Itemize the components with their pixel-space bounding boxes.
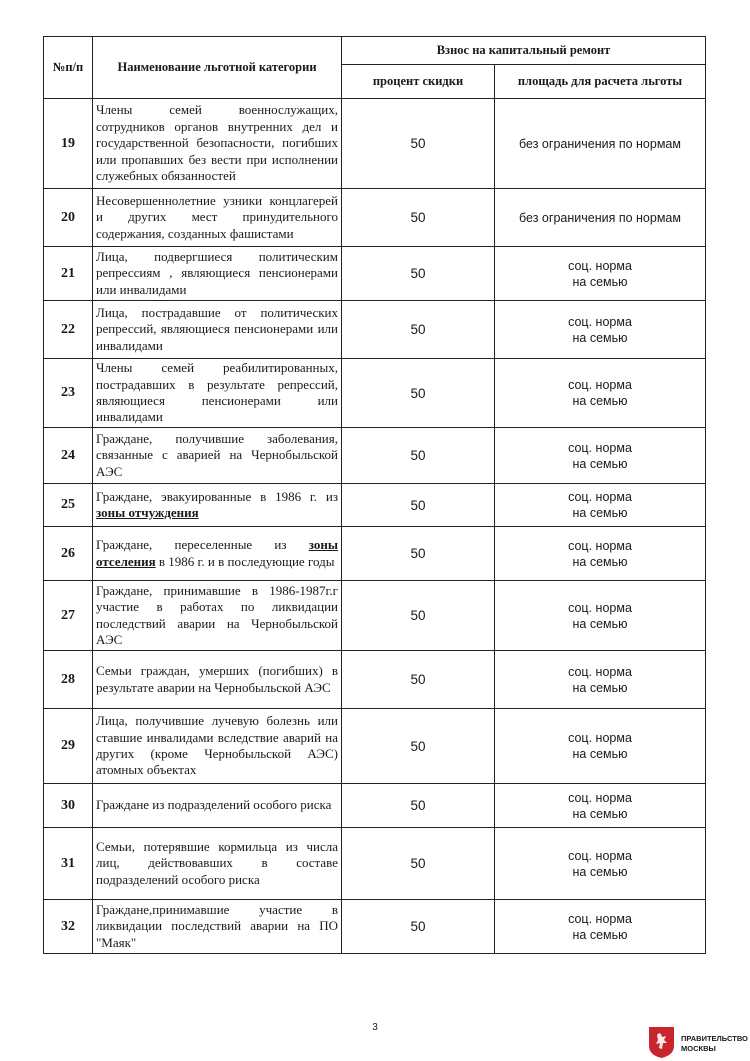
area-line-2: на семью <box>572 456 628 471</box>
area-line-1: соц. норма <box>568 790 632 805</box>
table-row <box>44 484 706 527</box>
area-line-2: на семью <box>572 864 628 879</box>
row-number: 20 <box>44 189 93 247</box>
area-line-1: соц. норма <box>568 600 632 615</box>
category-cell <box>93 900 342 954</box>
discount-cell: 50 <box>342 359 495 428</box>
table-row <box>44 709 706 784</box>
area-line-2: на семью <box>572 394 628 408</box>
zone-link[interactable]: зоны отчуждения <box>96 505 199 520</box>
area-line-1: соц. норма <box>568 848 632 863</box>
category-text: Члены семей военнослужащих, сотрудников органов внутренних дел и государственной безопасности, погибших или пропавших без вести при исполнении служебных обязанностей <box>96 102 338 184</box>
category-cell <box>93 428 342 484</box>
table-row <box>44 651 706 709</box>
category-cell <box>93 828 342 900</box>
header-contribution: Взнос на капитальный ремонт <box>342 37 706 65</box>
area-line-2: на семью <box>572 274 628 289</box>
category-text: Граждане, принимавшие в 1986-1987г.г участие в работах по ликвидации последствий аварии на Чернобыльской АЭС <box>96 582 338 647</box>
category-cell <box>93 709 342 784</box>
discount-cell: 50 <box>342 428 495 484</box>
table-row <box>44 581 706 651</box>
category-text: Граждане, эвакуированные в 1986 г. из <box>96 488 338 504</box>
area-cell <box>495 900 706 954</box>
category-text: Лица, пострадавшие от политических репрессий, являющиеся пенсионерами или инвалидами <box>96 304 338 353</box>
category-text: Граждане из подразделений особого риска <box>96 797 332 813</box>
table-row <box>44 189 706 247</box>
category-text: Граждане, получившие заболевания, связанные с аварией на Чернобыльской АЭС <box>96 430 338 479</box>
discount-cell: 50 <box>342 99 495 189</box>
government-logo <box>648 1026 748 1060</box>
category-cell <box>93 784 342 828</box>
category-cell <box>93 527 342 581</box>
category-text: Семьи, потерявшие кормильца из числа лиц, действовавших в составе подразделений особого риска <box>96 838 338 887</box>
category-cell <box>93 484 342 527</box>
category-cell <box>93 651 342 709</box>
category-cell <box>93 359 342 428</box>
row-number: 21 <box>44 247 93 301</box>
area-cell <box>495 359 706 428</box>
area-cell <box>495 484 706 527</box>
area-cell <box>495 189 706 247</box>
category-text-end: в 1986 г. и в последующие годы <box>155 553 335 569</box>
table-row <box>44 900 706 954</box>
benefits-table <box>43 36 706 954</box>
area-cell <box>495 301 706 359</box>
area-cell <box>495 709 706 784</box>
table-row <box>44 428 706 484</box>
category-text: Семьи граждан, умерших (погибших) в результате аварии на Чернобыльской АЭС <box>96 663 338 695</box>
page-number: 3 <box>372 1022 378 1033</box>
area-cell <box>495 247 706 301</box>
category-text: Граждане, переселенные из <box>96 537 309 553</box>
area-line-1: соц. норма <box>568 490 632 504</box>
row-number: 29 <box>44 709 93 784</box>
discount-cell: 50 <box>342 484 495 527</box>
table-row <box>44 247 706 301</box>
area-line-2: на семью <box>572 506 628 520</box>
area-line-1: соц. норма <box>568 731 632 745</box>
area-line-1: соц. норма <box>568 378 632 392</box>
logo-line-2: МОСКВЫ <box>681 1043 716 1053</box>
discount-cell: 50 <box>342 709 495 784</box>
area-cell <box>495 651 706 709</box>
discount-cell: 50 <box>342 527 495 581</box>
category-cell <box>93 99 342 189</box>
zone-link[interactable]: зоны отселения <box>96 537 338 569</box>
area-cell <box>495 99 706 189</box>
row-number: 27 <box>44 581 93 651</box>
area-line-1: без ограничения по нормам <box>519 136 681 151</box>
discount-cell: 50 <box>342 828 495 900</box>
discount-cell: 50 <box>342 581 495 651</box>
header-discount: процент скидки <box>342 65 495 99</box>
area-line-2: на семью <box>572 554 628 569</box>
area-line-1: соц. норма <box>568 664 632 679</box>
area-line-1: соц. норма <box>568 314 632 329</box>
row-number: 28 <box>44 651 93 709</box>
row-number: 26 <box>44 527 93 581</box>
discount-cell: 50 <box>342 651 495 709</box>
table-row <box>44 784 706 828</box>
moscow-emblem-icon <box>648 1026 675 1059</box>
table-row <box>44 359 706 428</box>
row-number: 22 <box>44 301 93 359</box>
category-cell <box>93 581 342 651</box>
header-area: площадь для расчета льготы <box>495 65 706 99</box>
discount-cell: 50 <box>342 784 495 828</box>
row-number: 32 <box>44 900 93 954</box>
category-cell <box>93 189 342 247</box>
discount-cell: 50 <box>342 900 495 954</box>
row-number: 25 <box>44 484 93 527</box>
discount-cell: 50 <box>342 301 495 359</box>
header-category: Наименование льготной категории <box>93 37 342 99</box>
area-cell <box>495 784 706 828</box>
table-row <box>44 301 706 359</box>
area-cell <box>495 428 706 484</box>
row-number: 30 <box>44 784 93 828</box>
table-row <box>44 527 706 581</box>
area-cell <box>495 581 706 651</box>
row-number: 31 <box>44 828 93 900</box>
category-text: Граждане,принимавшие участие в ликвидации последствий аварии на ПО "Маяк" <box>96 901 338 950</box>
row-number: 24 <box>44 428 93 484</box>
area-line-2: на семью <box>572 806 628 821</box>
category-text: Лица, получившие лучевую болезнь или ставшие инвалидами вследствие аварий на других (кроме Чернобыльской АЭС) атомных объектах <box>96 713 338 778</box>
category-cell <box>93 301 342 359</box>
category-text: Члены семей реабилитированных, пострадавших в результате репрессий, являющиеся пенсионерами или инвалидами <box>96 360 338 425</box>
logo-text <box>681 1034 748 1053</box>
category-text: Лица, подвергшиеся политическим репрессиям , являющиеся пенсионерами или инвалидами <box>96 248 338 297</box>
area-line-1: соц. норма <box>568 440 632 455</box>
area-cell <box>495 828 706 900</box>
area-line-2: на семью <box>572 616 628 631</box>
table-row <box>44 99 706 189</box>
row-number: 23 <box>44 359 93 428</box>
logo-line-1: ПРАВИТЕЛЬСТВО <box>681 1034 748 1043</box>
category-text: Несовершеннолетние узники концлагерей и других мест принудительного содержания, созданных фашистами <box>96 192 338 241</box>
table-row <box>44 828 706 900</box>
area-line-2: на семью <box>572 680 628 695</box>
discount-cell: 50 <box>342 247 495 301</box>
area-line-2: на семью <box>572 927 628 942</box>
area-line-1: соц. норма <box>568 538 632 553</box>
area-cell <box>495 527 706 581</box>
row-number: 19 <box>44 99 93 189</box>
area-line-1: соц. норма <box>568 258 632 273</box>
category-cell <box>93 247 342 301</box>
area-line-1: без ограничения по нормам <box>519 210 681 225</box>
area-line-2: на семью <box>572 747 628 761</box>
area-line-1: соц. норма <box>568 911 632 926</box>
discount-cell: 50 <box>342 189 495 247</box>
header-num: №п/п <box>44 37 93 99</box>
area-line-2: на семью <box>572 330 628 345</box>
